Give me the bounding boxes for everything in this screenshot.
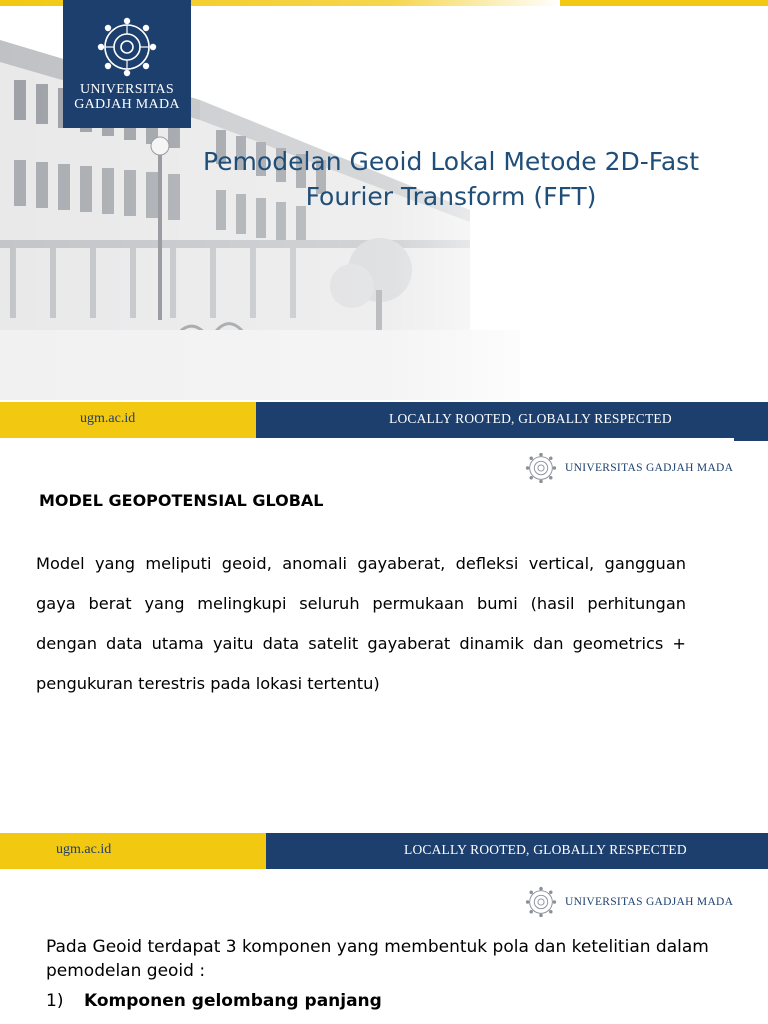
title-line-1: Pemodelan Geoid Lokal Metode 2D-Fast	[202, 147, 700, 176]
footer-url[interactable]: ugm.ac.id	[80, 411, 136, 426]
footer-accent-strip	[734, 438, 768, 441]
slide-footer	[0, 833, 768, 869]
section-heading: MODEL GEOPOTENSIAL GLOBAL	[39, 491, 324, 510]
intro-paragraph: Pada Geoid terdapat 3 komponen yang membentuk pola dan ketelitian dalam pemodelan geoid :	[46, 937, 709, 981]
brand-name: UNIVERSITAS GADJAH MADA	[565, 896, 734, 908]
definition-paragraph: Model yang meliputi geoid, anomali gayaberat, defleksi vertical, gangguan gaya berat yang melingkupi seluruh permukaan bumi (hasil perhitungan dengan data utama yaitu data satelit gayaberat dinamik dan geometrics + pengukuran terestris pada lokasi tertentu)	[36, 554, 686, 693]
logo-line-1: UNIVERSITAS	[80, 82, 174, 97]
content-slide-components	[0, 869, 768, 1024]
list-label: Komponen gelombang panjang	[84, 991, 382, 1011]
ugm-emblem-icon	[524, 451, 558, 485]
list-number: 1)	[46, 991, 64, 1011]
university-brand	[524, 885, 733, 919]
content-slide-geopotential	[0, 443, 768, 869]
slide-title	[168, 144, 734, 214]
footer-yellow-panel	[0, 833, 266, 869]
university-brand	[524, 451, 733, 485]
logo-line-2: GADJAH MADA	[74, 97, 180, 112]
title-slide	[0, 0, 768, 443]
logo-wordmark	[63, 82, 191, 112]
ugm-emblem-icon	[524, 885, 558, 919]
footer-url[interactable]: ugm.ac.id	[56, 842, 112, 857]
footer-tagline: LOCALLY ROOTED, GLOBALLY RESPECTED	[389, 411, 672, 426]
title-line-2: Fourier Transform (FFT)	[305, 182, 597, 211]
university-logo	[63, 0, 191, 128]
brand-name: UNIVERSITAS GADJAH MADA	[565, 462, 734, 474]
footer-tagline: LOCALLY ROOTED, GLOBALLY RESPECTED	[404, 842, 687, 857]
ugm-emblem-icon	[94, 14, 160, 80]
slide-footer	[0, 402, 768, 438]
